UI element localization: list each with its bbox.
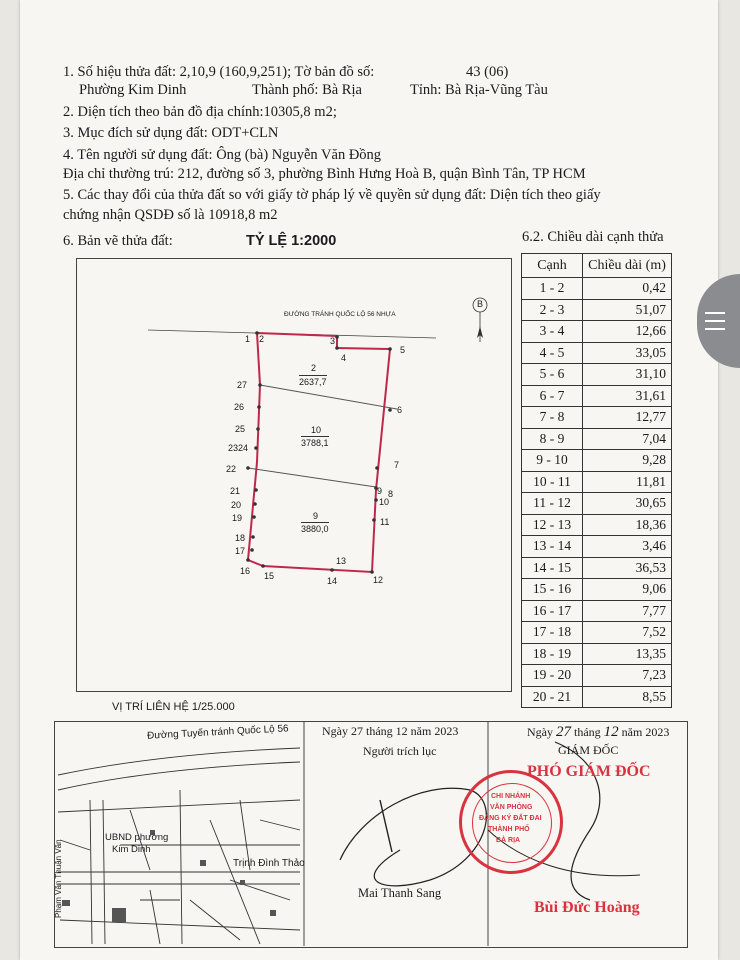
edge-length: 51,07 — [583, 299, 672, 321]
col-header-edge: Cạnh — [522, 254, 583, 278]
edge-length: 7,23 — [583, 665, 672, 687]
point-label: 8 — [388, 489, 394, 499]
edge-name: 16 - 17 — [522, 600, 583, 622]
edge-length: 31,61 — [583, 385, 672, 407]
date-day: 27 — [556, 724, 571, 740]
deputy-director-role: PHÓ GIÁM ĐỐC — [527, 763, 651, 780]
ubnd-label-2: Kim Dinh — [112, 844, 151, 855]
edge-length: 12,66 — [583, 321, 672, 343]
point-label: 2324 — [228, 443, 249, 453]
approve-date — [527, 724, 669, 741]
edge-name: 3 - 4 — [522, 321, 583, 343]
parcel-id: 9 — [313, 511, 319, 521]
signature-stroke — [380, 800, 392, 852]
edge-name: 10 - 11 — [522, 471, 583, 493]
edge-name: 15 - 16 — [522, 579, 583, 601]
road-name-1: Đường Tuyến tránh Quốc Lộ 56 — [146, 723, 289, 742]
point-label: 25 — [235, 424, 246, 434]
edges-title: 6.2. Chiều dài cạnh thửa — [522, 229, 664, 245]
edge-name: 4 - 5 — [522, 342, 583, 364]
date-month: 12 — [603, 724, 619, 740]
official-seal — [459, 770, 563, 874]
edge-length: 9,28 — [583, 450, 672, 472]
point-label: 14 — [327, 576, 338, 586]
seal-line-2: VĂN PHÒNG — [490, 804, 533, 811]
point-label: 5 — [400, 345, 406, 355]
point-label: 19 — [232, 513, 243, 523]
drawing-label: 6. Bản vẽ thửa đất: — [63, 233, 173, 249]
point-label: 13 — [336, 556, 347, 566]
point-label: 4 — [341, 353, 347, 363]
edge-name: 2 - 3 — [522, 299, 583, 321]
changes-line: 5. Các thay đổi của thửa đất so với giấy tờ pháp lý về quyền sử dụng đất: Diện tích theo giấy — [63, 187, 601, 203]
point-label: 3 — [330, 336, 336, 346]
land-use-line: 3. Mục đích sử dụng đất: ODT+CLN — [63, 125, 279, 141]
edge-name: 19 - 20 — [522, 665, 583, 687]
parcel-area: 3788,1 — [301, 438, 329, 448]
point-label: 7 — [394, 460, 400, 470]
edge-name: 5 - 6 — [522, 364, 583, 386]
point-label: 26 — [234, 402, 245, 412]
edge-length: 36,53 — [583, 557, 672, 579]
point-label: 15 — [264, 571, 275, 581]
location-title: VỊ TRÍ LIÊN HỆ 1/25.000 — [112, 701, 235, 713]
seal-line-5: BÀ RỊA — [496, 837, 521, 844]
seal-line-1: CHI NHÁNH — [491, 793, 531, 800]
parcel-number-label: 1. Số hiệu thửa đất: 2,10,9 (160,9,251); Tờ bản đồ số: — [63, 64, 375, 80]
edge-length: 0,42 — [583, 278, 672, 300]
point-label: 27 — [237, 380, 248, 390]
scale-label: TỶ LỆ 1:2000 — [246, 233, 337, 249]
parcel-area: 3880,0 — [301, 524, 329, 534]
edge-name: 11 - 12 — [522, 493, 583, 515]
edge-name: 6 - 7 — [522, 385, 583, 407]
edge-name: 18 - 19 — [522, 643, 583, 665]
col-header-length: Chiều dài (m) — [583, 254, 672, 278]
edge-name: 13 - 14 — [522, 536, 583, 558]
edge-name: 20 - 21 — [522, 686, 583, 708]
point-label: 20 — [231, 500, 242, 510]
point-label: 12 — [373, 575, 384, 585]
point-label: 10 — [379, 497, 390, 507]
extract-date: Ngày 27 tháng 12 năm 2023 — [322, 724, 459, 738]
road-name: ĐƯỜNG TRÁNH QUỐC LỘ 56 NHỰA — [284, 311, 396, 318]
city-name: Thành phố: Bà Rịa — [252, 82, 362, 98]
ubnd-label: UBND phường — [105, 832, 169, 843]
month-label: tháng — [574, 725, 601, 739]
edge-length: 18,36 — [583, 514, 672, 536]
point-label: 21 — [230, 486, 241, 496]
date-year: năm 2023 — [621, 725, 670, 739]
director-name: Bùi Đức Hoàng — [534, 899, 640, 916]
point-label: 11 — [380, 517, 390, 527]
point-label: 9 — [377, 486, 383, 496]
edge-length: 12,77 — [583, 407, 672, 429]
seal-line-4: THÀNH PHỐ — [488, 826, 530, 833]
certificate-line: chứng nhận QSDĐ số là 10918,8 m2 — [63, 207, 278, 223]
point-label: 17 — [235, 546, 246, 556]
area-line: 2. Diện tích theo bản đồ địa chính:10305,8 m2; — [63, 104, 337, 120]
edge-length: 11,81 — [583, 471, 672, 493]
point-label: 2 — [259, 334, 265, 344]
point-label: 16 — [240, 566, 251, 576]
parcel-id: 10 — [311, 425, 322, 435]
edge-name: 8 - 9 — [522, 428, 583, 450]
edge-length: 7,04 — [583, 428, 672, 450]
edge-length: 31,10 — [583, 364, 672, 386]
north-label: B — [477, 299, 484, 309]
extractor-role: Người trích lục — [363, 744, 437, 758]
map-sheet-number: 43 (06) — [466, 64, 509, 80]
edge-length: 13,35 — [583, 643, 672, 665]
owner-line: 4. Tên người sử dụng đất: Ông (bà) Nguyễn Văn Đồng — [63, 147, 382, 163]
edge-name: 12 - 13 — [522, 514, 583, 536]
edge-length: 7,77 — [583, 600, 672, 622]
edge-length: 7,52 — [583, 622, 672, 644]
edge-name: 9 - 10 — [522, 450, 583, 472]
point-label: 18 — [235, 533, 246, 543]
date-prefix: Ngày — [527, 725, 553, 739]
edge-length: 9,06 — [583, 579, 672, 601]
extractor-name: Mai Thanh Sang — [358, 886, 442, 900]
road-name-3: Phạm Văn Thuận Văn — [54, 839, 63, 918]
road-name-2: Trịnh Đình Thảo — [233, 858, 305, 869]
parcel-area: 2637,7 — [299, 377, 327, 387]
parcel-id: 2 — [311, 363, 317, 373]
edge-name: 14 - 15 — [522, 557, 583, 579]
point-label: 22 — [226, 464, 237, 474]
edge-length: 33,05 — [583, 342, 672, 364]
edge-name: 1 - 2 — [522, 278, 583, 300]
director-role: GIÁM ĐỐC — [558, 743, 619, 757]
edge-length: 3,46 — [583, 536, 672, 558]
province-name: Tỉnh: Bà Rịa-Vũng Tàu — [410, 82, 548, 98]
ward-name: Phường Kim Dinh — [79, 82, 187, 98]
edge-name: 17 - 18 — [522, 622, 583, 644]
address-line: Địa chỉ thường trú: 212, đường số 3, phường Bình Hưng Hoà B, quận Bình Tân, TP HCM — [63, 166, 586, 182]
point-label: 6 — [397, 405, 403, 415]
seal-line-3: ĐĂNG KÝ ĐẤT ĐAI — [479, 815, 542, 822]
edge-length: 8,55 — [583, 686, 672, 708]
edge-length: 30,65 — [583, 493, 672, 515]
edge-name: 7 - 8 — [522, 407, 583, 429]
point-label: 1 — [245, 334, 251, 344]
